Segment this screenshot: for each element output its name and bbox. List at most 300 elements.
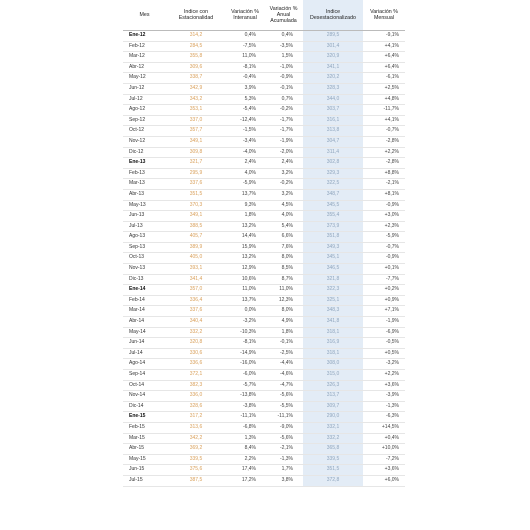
cell-mes: Ene-13 [123, 158, 166, 169]
cell-variacion-anual-acumulada: 6,6% [264, 232, 303, 243]
cell-indice-estacional: 357,0 [166, 285, 226, 296]
cell-variacion-interanual: 10,6% [226, 274, 264, 285]
cell-mes: Oct-13 [123, 253, 166, 264]
cell-mes: Dic-14 [123, 401, 166, 412]
cell-indice-desestacionalizado: 316,1 [303, 115, 363, 126]
cell-variacion-interanual: 13,7% [226, 295, 264, 306]
cell-indice-estacional: 337,6 [166, 306, 226, 317]
table-row [123, 105, 405, 116]
cell-variacion-mensual: -11,7% [363, 105, 405, 116]
cell-indice-estacional: 336,4 [166, 295, 226, 306]
table-row [123, 295, 405, 306]
cell-variacion-interanual: 4,0% [226, 168, 264, 179]
cell-indice-desestacionalizado: 308,0 [303, 359, 363, 370]
cell-variacion-anual-acumulada: 4,5% [264, 200, 303, 211]
cell-mes: Jun-13 [123, 211, 166, 222]
cell-mes: Jul-15 [123, 475, 166, 486]
cell-indice-desestacionalizado: 302,8 [303, 158, 363, 169]
cell-indice-desestacionalizado: 345,5 [303, 200, 363, 211]
table-row [123, 285, 405, 296]
cell-variacion-mensual: -5,9% [363, 232, 405, 243]
cell-variacion-mensual: +2,2% [363, 147, 405, 158]
cell-indice-estacional: 372,1 [166, 370, 226, 381]
cell-indice-estacional: 339,5 [166, 454, 226, 465]
cell-indice-estacional: 313,6 [166, 422, 226, 433]
cell-indice-desestacionalizado: 373,9 [303, 221, 363, 232]
cell-variacion-mensual: -0,9% [363, 253, 405, 264]
header-variacion-anual-acumulada: Variación % Anual Acumulada [264, 0, 303, 31]
table-row [123, 465, 405, 476]
cell-mes: Abr-15 [123, 444, 166, 455]
cell-variacion-anual-acumulada: -0,9% [264, 73, 303, 84]
cell-variacion-mensual: -1,3% [363, 401, 405, 412]
cell-variacion-anual-acumulada: -4,6% [264, 370, 303, 381]
table-row [123, 412, 405, 423]
cell-mes: Ago-13 [123, 232, 166, 243]
cell-indice-desestacionalizado: 348,7 [303, 189, 363, 200]
cell-indice-estacional: 338,7 [166, 73, 226, 84]
cell-indice-estacional: 349,1 [166, 211, 226, 222]
cell-variacion-mensual: +6,0% [363, 475, 405, 486]
cell-variacion-anual-acumulada: 4,0% [264, 211, 303, 222]
cell-variacion-anual-acumulada: 8,0% [264, 253, 303, 264]
cell-variacion-interanual: -5,7% [226, 380, 264, 391]
indices-table [123, 0, 405, 487]
cell-variacion-anual-acumulada: 0,7% [264, 94, 303, 105]
cell-variacion-interanual: -3,4% [226, 136, 264, 147]
cell-indice-desestacionalizado: 341,1 [303, 62, 363, 73]
cell-indice-desestacionalizado: 355,4 [303, 211, 363, 222]
cell-indice-estacional: 284,5 [166, 41, 226, 52]
table-row [123, 380, 405, 391]
cell-variacion-anual-acumulada: 3,8% [264, 475, 303, 486]
cell-mes: Mar-15 [123, 433, 166, 444]
table-row [123, 306, 405, 317]
cell-variacion-anual-acumulada: -5,6% [264, 391, 303, 402]
cell-variacion-anual-acumulada: 8,5% [264, 264, 303, 275]
cell-indice-desestacionalizado: 313,7 [303, 391, 363, 402]
header-indice-desestacionalizado: Indice Desestacionalizado [303, 0, 363, 31]
table-row [123, 83, 405, 94]
cell-variacion-mensual: -3,9% [363, 391, 405, 402]
cell-indice-estacional: 317,2 [166, 412, 226, 423]
cell-indice-desestacionalizado: 290,0 [303, 412, 363, 423]
cell-indice-desestacionalizado: 341,8 [303, 317, 363, 328]
cell-indice-desestacionalizado: 311,4 [303, 147, 363, 158]
cell-indice-estacional: 343,2 [166, 94, 226, 105]
cell-variacion-interanual: 2,4% [226, 158, 264, 169]
table-row [123, 147, 405, 158]
cell-variacion-mensual: +0,9% [363, 295, 405, 306]
cell-variacion-mensual: +8,1% [363, 189, 405, 200]
cell-mes: Sep-14 [123, 370, 166, 381]
table-row [123, 422, 405, 433]
cell-variacion-anual-acumulada: -0,2% [264, 105, 303, 116]
table-row [123, 211, 405, 222]
cell-mes: Jul-13 [123, 221, 166, 232]
table-row [123, 242, 405, 253]
cell-indice-desestacionalizado: 301,4 [303, 41, 363, 52]
cell-indice-desestacionalizado: 321,8 [303, 274, 363, 285]
cell-variacion-anual-acumulada: -0,1% [264, 338, 303, 349]
cell-variacion-interanual: -6,0% [226, 370, 264, 381]
table-header-row [123, 0, 405, 31]
cell-mes: Feb-15 [123, 422, 166, 433]
cell-mes: Ene-12 [123, 31, 166, 42]
cell-mes: Abr-14 [123, 317, 166, 328]
cell-variacion-mensual: +0,4% [363, 433, 405, 444]
table-row [123, 433, 405, 444]
cell-indice-desestacionalizado: 315,0 [303, 370, 363, 381]
cell-variacion-interanual: 14,4% [226, 232, 264, 243]
cell-indice-estacional: 295,9 [166, 168, 226, 179]
cell-variacion-anual-acumulada: 11,0% [264, 285, 303, 296]
cell-variacion-anual-acumulada: -5,5% [264, 401, 303, 412]
cell-variacion-interanual: 8,4% [226, 444, 264, 455]
cell-variacion-mensual: +3,6% [363, 465, 405, 476]
cell-mes: Mar-13 [123, 179, 166, 190]
cell-indice-desestacionalizado: 329,3 [303, 168, 363, 179]
cell-indice-desestacionalizado: 316,9 [303, 338, 363, 349]
table-row [123, 221, 405, 232]
table-row [123, 444, 405, 455]
cell-indice-estacional: 314,2 [166, 31, 226, 42]
table-row [123, 454, 405, 465]
cell-variacion-anual-acumulada: -4,4% [264, 359, 303, 370]
cell-variacion-interanual: -8,1% [226, 62, 264, 73]
cell-variacion-interanual: 0,0% [226, 306, 264, 317]
cell-variacion-interanual: 17,4% [226, 465, 264, 476]
table-row [123, 370, 405, 381]
cell-indice-estacional: 328,6 [166, 401, 226, 412]
cell-mes: Feb-12 [123, 41, 166, 52]
cell-variacion-mensual: +6,4% [363, 52, 405, 63]
cell-variacion-interanual: -12,4% [226, 115, 264, 126]
cell-variacion-mensual: +2,5% [363, 83, 405, 94]
cell-variacion-mensual: +0,2% [363, 285, 405, 296]
cell-variacion-mensual: +8,8% [363, 168, 405, 179]
cell-mes: Oct-14 [123, 380, 166, 391]
cell-indice-estacional: 387,5 [166, 475, 226, 486]
cell-indice-estacional: 337,6 [166, 179, 226, 190]
cell-variacion-interanual: 5,3% [226, 94, 264, 105]
cell-variacion-anual-acumulada: -1,9% [264, 136, 303, 147]
cell-variacion-anual-acumulada: 3,2% [264, 189, 303, 200]
cell-variacion-interanual: -14,9% [226, 348, 264, 359]
table-row [123, 158, 405, 169]
cell-indice-desestacionalizado: 318,1 [303, 327, 363, 338]
cell-mes: Jun-12 [123, 83, 166, 94]
cell-indice-estacional: 375,6 [166, 465, 226, 476]
data-table-container [123, 0, 405, 487]
cell-indice-estacional: 393,1 [166, 264, 226, 275]
cell-variacion-interanual: 12,9% [226, 264, 264, 275]
cell-mes: Nov-14 [123, 391, 166, 402]
cell-indice-desestacionalizado: 349,3 [303, 242, 363, 253]
cell-variacion-interanual: 1,8% [226, 211, 264, 222]
table-row [123, 94, 405, 105]
cell-variacion-interanual: -13,8% [226, 391, 264, 402]
table-row [123, 31, 405, 42]
cell-mes: Ene-15 [123, 412, 166, 423]
cell-mes: Nov-13 [123, 264, 166, 275]
table-row [123, 401, 405, 412]
cell-variacion-mensual: -1,9% [363, 317, 405, 328]
cell-indice-desestacionalizado: 332,2 [303, 433, 363, 444]
cell-indice-desestacionalizado: 348,3 [303, 306, 363, 317]
cell-indice-estacional: 340,4 [166, 317, 226, 328]
table-row [123, 52, 405, 63]
cell-mes: Ago-14 [123, 359, 166, 370]
cell-mes: Feb-13 [123, 168, 166, 179]
cell-mes: Dic-13 [123, 274, 166, 285]
cell-indice-estacional: 389,9 [166, 242, 226, 253]
table-body [123, 31, 405, 487]
cell-variacion-interanual: -5,9% [226, 179, 264, 190]
cell-mes: Mar-14 [123, 306, 166, 317]
cell-variacion-mensual: +3,0% [363, 211, 405, 222]
cell-indice-estacional: 349,1 [166, 136, 226, 147]
cell-variacion-interanual: 1,3% [226, 433, 264, 444]
header-variacion-interanual: Variación % Interanual [226, 0, 264, 31]
cell-variacion-interanual: -7,5% [226, 41, 264, 52]
table-row [123, 475, 405, 486]
cell-indice-desestacionalizado: 372,8 [303, 475, 363, 486]
cell-variacion-mensual: +7,1% [363, 306, 405, 317]
cell-variacion-mensual: +4,1% [363, 41, 405, 52]
table-row [123, 136, 405, 147]
cell-variacion-anual-acumulada: -2,1% [264, 444, 303, 455]
cell-variacion-interanual: 15,9% [226, 242, 264, 253]
cell-variacion-interanual: 11,0% [226, 52, 264, 63]
cell-mes: Abr-13 [123, 189, 166, 200]
cell-variacion-interanual: -3,2% [226, 317, 264, 328]
cell-indice-estacional: 342,9 [166, 83, 226, 94]
table-row [123, 232, 405, 243]
table-row [123, 348, 405, 359]
cell-indice-desestacionalizado: 303,7 [303, 105, 363, 116]
cell-variacion-anual-acumulada: 5,4% [264, 221, 303, 232]
cell-variacion-interanual: -11,1% [226, 412, 264, 423]
cell-variacion-mensual: -2,8% [363, 136, 405, 147]
cell-indice-estacional: 309,6 [166, 62, 226, 73]
cell-variacion-mensual: -2,1% [363, 179, 405, 190]
cell-indice-estacional: 355,8 [166, 52, 226, 63]
cell-indice-estacional: 342,2 [166, 433, 226, 444]
cell-indice-estacional: 337,0 [166, 115, 226, 126]
cell-indice-estacional: 370,3 [166, 200, 226, 211]
cell-indice-estacional: 320,8 [166, 338, 226, 349]
cell-mes: Mar-12 [123, 52, 166, 63]
cell-variacion-anual-acumulada: 0,4% [264, 31, 303, 42]
cell-variacion-interanual: -1,5% [226, 126, 264, 137]
cell-variacion-mensual: +14,5% [363, 422, 405, 433]
cell-indice-estacional: 332,2 [166, 327, 226, 338]
cell-variacion-mensual: -7,2% [363, 454, 405, 465]
cell-indice-estacional: 357,7 [166, 126, 226, 137]
cell-variacion-interanual: 13,2% [226, 253, 264, 264]
table-row [123, 338, 405, 349]
table-row [123, 168, 405, 179]
cell-variacion-anual-acumulada: 12,3% [264, 295, 303, 306]
cell-variacion-anual-acumulada: -9,0% [264, 422, 303, 433]
cell-variacion-interanual: -3,8% [226, 401, 264, 412]
table-row [123, 189, 405, 200]
cell-indice-estacional: 351,5 [166, 189, 226, 200]
cell-variacion-mensual: +4,1% [363, 115, 405, 126]
cell-indice-estacional: 405,7 [166, 232, 226, 243]
cell-variacion-mensual: +6,4% [363, 62, 405, 73]
cell-variacion-anual-acumulada: 1,8% [264, 327, 303, 338]
cell-mes: Feb-14 [123, 295, 166, 306]
cell-indice-desestacionalizado: 351,8 [303, 232, 363, 243]
cell-variacion-anual-acumulada: 8,0% [264, 306, 303, 317]
cell-variacion-mensual: -0,9% [363, 200, 405, 211]
cell-mes: May-15 [123, 454, 166, 465]
cell-indice-desestacionalizado: 322,3 [303, 285, 363, 296]
cell-indice-estacional: 405,0 [166, 253, 226, 264]
cell-indice-desestacionalizado: 320,2 [303, 73, 363, 84]
cell-indice-desestacionalizado: 332,1 [303, 422, 363, 433]
header-variacion-mensual: Variación % Mensual [363, 0, 405, 31]
cell-variacion-anual-acumulada: 7,6% [264, 242, 303, 253]
cell-variacion-mensual: -2,8% [363, 158, 405, 169]
cell-variacion-mensual: -3,2% [363, 359, 405, 370]
cell-indice-desestacionalizado: 318,1 [303, 348, 363, 359]
cell-variacion-mensual: -0,7% [363, 126, 405, 137]
cell-variacion-mensual: +3,6% [363, 380, 405, 391]
cell-mes: Dic-12 [123, 147, 166, 158]
cell-mes: Ene-14 [123, 285, 166, 296]
table-row [123, 359, 405, 370]
cell-variacion-anual-acumulada: -3,5% [264, 41, 303, 52]
cell-variacion-anual-acumulada: -2,0% [264, 147, 303, 158]
cell-mes: Jul-14 [123, 348, 166, 359]
cell-variacion-mensual: +2,3% [363, 221, 405, 232]
cell-variacion-mensual: -6,1% [363, 73, 405, 84]
cell-indice-estacional: 353,1 [166, 105, 226, 116]
cell-indice-desestacionalizado: 365,8 [303, 444, 363, 455]
cell-variacion-anual-acumulada: 3,2% [264, 168, 303, 179]
cell-variacion-anual-acumulada: 1,7% [264, 465, 303, 476]
table-row [123, 327, 405, 338]
cell-indice-estacional: 382,3 [166, 380, 226, 391]
cell-variacion-interanual: -0,4% [226, 73, 264, 84]
cell-indice-desestacionalizado: 313,8 [303, 126, 363, 137]
table-row [123, 41, 405, 52]
table-row [123, 253, 405, 264]
cell-indice-desestacionalizado: 309,7 [303, 401, 363, 412]
cell-variacion-anual-acumulada: -0,2% [264, 179, 303, 190]
cell-variacion-mensual: +2,2% [363, 370, 405, 381]
table-row [123, 115, 405, 126]
cell-mes: Jun-15 [123, 465, 166, 476]
cell-variacion-anual-acumulada: 2,4% [264, 158, 303, 169]
cell-variacion-anual-acumulada: -11,1% [264, 412, 303, 423]
cell-mes: Sep-13 [123, 242, 166, 253]
cell-variacion-interanual: -4,0% [226, 147, 264, 158]
cell-mes: May-14 [123, 327, 166, 338]
cell-variacion-interanual: -5,4% [226, 105, 264, 116]
cell-variacion-interanual: 0,4% [226, 31, 264, 42]
cell-variacion-interanual: -6,8% [226, 422, 264, 433]
cell-variacion-anual-acumulada: 4,9% [264, 317, 303, 328]
cell-variacion-interanual: 11,0% [226, 285, 264, 296]
cell-mes: May-12 [123, 73, 166, 84]
cell-indice-desestacionalizado: 325,1 [303, 295, 363, 306]
cell-indice-desestacionalizado: 289,5 [303, 31, 363, 42]
header-mes: Mes [123, 0, 166, 31]
cell-variacion-anual-acumulada: -1,7% [264, 115, 303, 126]
cell-variacion-mensual: -6,3% [363, 412, 405, 423]
cell-variacion-mensual: -0,7% [363, 242, 405, 253]
cell-mes: Sep-12 [123, 115, 166, 126]
cell-mes: May-13 [123, 200, 166, 211]
cell-variacion-anual-acumulada: -1,0% [264, 62, 303, 73]
cell-variacion-interanual: 13,2% [226, 221, 264, 232]
cell-mes: Oct-12 [123, 126, 166, 137]
table-row [123, 264, 405, 275]
cell-indice-desestacionalizado: 351,5 [303, 465, 363, 476]
cell-indice-desestacionalizado: 344,0 [303, 94, 363, 105]
cell-mes: Jul-12 [123, 94, 166, 105]
cell-variacion-interanual: 13,7% [226, 189, 264, 200]
cell-mes: Jun-14 [123, 338, 166, 349]
cell-indice-estacional: 321,7 [166, 158, 226, 169]
cell-indice-estacional: 336,6 [166, 359, 226, 370]
header-indice-estacional: Indice con Estacionalidad [166, 0, 226, 31]
cell-indice-estacional: 369,2 [166, 444, 226, 455]
cell-indice-desestacionalizado: 326,3 [303, 380, 363, 391]
cell-variacion-anual-acumulada: -1,3% [264, 454, 303, 465]
cell-variacion-interanual: -8,1% [226, 338, 264, 349]
cell-variacion-interanual: 9,3% [226, 200, 264, 211]
table-row [123, 126, 405, 137]
cell-variacion-anual-acumulada: 1,5% [264, 52, 303, 63]
cell-indice-estacional: 330,6 [166, 348, 226, 359]
cell-mes: Abr-12 [123, 62, 166, 73]
cell-variacion-mensual: -7,7% [363, 274, 405, 285]
cell-indice-desestacionalizado: 322,5 [303, 179, 363, 190]
table-row [123, 179, 405, 190]
cell-variacion-interanual: 3,9% [226, 83, 264, 94]
table-row [123, 391, 405, 402]
cell-indice-estacional: 309,8 [166, 147, 226, 158]
cell-variacion-mensual: -9,1% [363, 31, 405, 42]
cell-variacion-anual-acumulada: 8,7% [264, 274, 303, 285]
cell-variacion-mensual: +4,8% [363, 94, 405, 105]
cell-variacion-interanual: -10,3% [226, 327, 264, 338]
table-row [123, 62, 405, 73]
table-row [123, 200, 405, 211]
cell-indice-estacional: 336,0 [166, 391, 226, 402]
cell-indice-desestacionalizado: 345,1 [303, 253, 363, 264]
cell-mes: Ago-12 [123, 105, 166, 116]
cell-indice-estacional: 388,5 [166, 221, 226, 232]
cell-mes: Nov-12 [123, 136, 166, 147]
cell-variacion-mensual: +0,1% [363, 264, 405, 275]
cell-variacion-interanual: 2,2% [226, 454, 264, 465]
cell-variacion-interanual: -16,0% [226, 359, 264, 370]
cell-indice-desestacionalizado: 339,5 [303, 454, 363, 465]
cell-variacion-mensual: -0,5% [363, 338, 405, 349]
cell-indice-estacional: 341,4 [166, 274, 226, 285]
cell-variacion-anual-acumulada: -1,7% [264, 126, 303, 137]
table-row [123, 274, 405, 285]
cell-variacion-anual-acumulada: -5,6% [264, 433, 303, 444]
cell-variacion-anual-acumulada: -0,1% [264, 83, 303, 94]
cell-indice-desestacionalizado: 320,9 [303, 52, 363, 63]
